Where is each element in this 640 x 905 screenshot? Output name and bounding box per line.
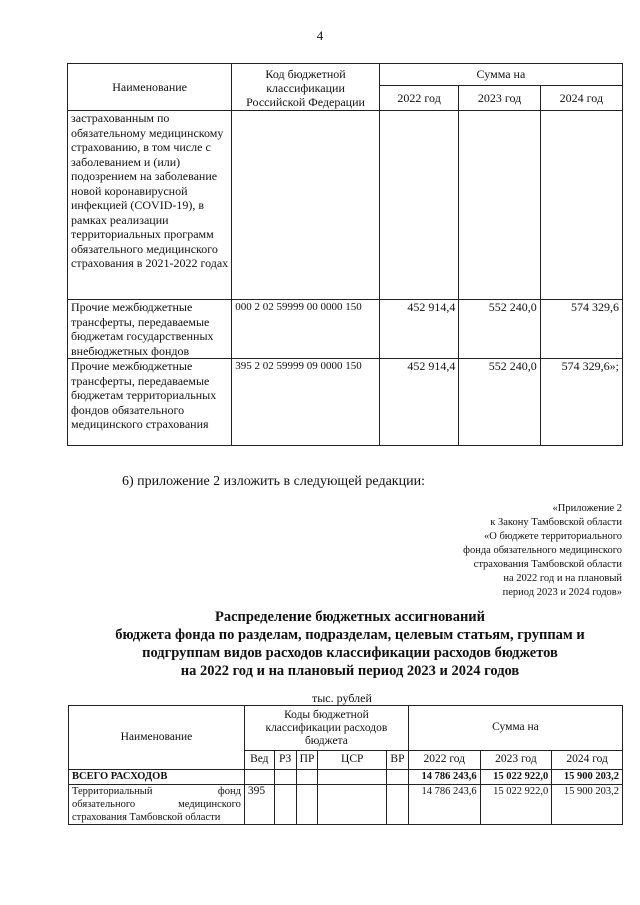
header-rz: РЗ (274, 751, 296, 770)
header-year-2022: 2022 год (379, 86, 459, 111)
row-code: 000 2 02 59999 00 0000 150 (232, 300, 380, 359)
row-name: Территориальный фонд обязательного медицинского страхования Тамбовской области (69, 784, 245, 824)
appendix-line: «О бюджете территориального (484, 531, 622, 542)
document-title (60, 608, 640, 680)
table-row (69, 770, 623, 785)
row-value-2024: 574 329,6»; (540, 359, 622, 446)
header-year-2024: 2024 год (540, 86, 622, 111)
row-code: 395 2 02 59999 09 0000 150 (232, 359, 380, 446)
page-number: 4 (316, 28, 324, 43)
row-value-2022: 14 786 243,6 (408, 784, 480, 824)
header-year-2022: 2022 год (408, 751, 480, 770)
appendix-line: страхования Тамбовской области (473, 559, 622, 570)
header-sum: Сумма на (408, 706, 622, 751)
row-value-2022: 452 914,4 (379, 300, 459, 359)
row-value-2022 (379, 111, 459, 300)
row-vr (387, 784, 409, 824)
row-name: Прочие межбюджетные трансферты, передаваемые бюджетам государственных внебюджетных фондов (68, 300, 232, 359)
appendix-line: период 2023 и 2024 годов» (502, 587, 622, 598)
table-row (68, 111, 623, 300)
appendix-line: «Приложение 2 (552, 503, 622, 514)
row-value-2024: 15 900 203,2 (552, 784, 623, 824)
row-code (232, 111, 380, 300)
header-csr: ЦСР (318, 751, 387, 770)
header-name: Наименование (68, 64, 232, 111)
row-value-2022: 452 914,4 (379, 359, 459, 446)
row-rz (274, 784, 296, 824)
unit-label: тыс. рублей (312, 691, 372, 705)
header-pr: ПР (296, 751, 318, 770)
row-value-2023 (459, 111, 540, 300)
appendix-line: фонда обязательного медицинского (463, 545, 622, 556)
row-pr (296, 784, 318, 824)
row-value-2023: 552 240,0 (459, 300, 540, 359)
appendix-line: на 2022 год и на плановый (503, 573, 622, 584)
header-vr: ВР (387, 751, 409, 770)
table-row (68, 300, 623, 359)
row-name: Прочие межбюджетные трансферты, передаваемые бюджетам территориальных фондов обязательного медицинского страхования (68, 359, 232, 446)
title-line: подгруппам видов расходов классификации расходов бюджетов (142, 645, 558, 661)
header-year-2023: 2023 год (480, 751, 552, 770)
header-code: Код бюджетной классификации Российской Федерации (232, 64, 380, 111)
row-value-2024 (540, 111, 622, 300)
row-value-2024: 574 329,6 (540, 300, 622, 359)
row-name: ВСЕГО РАСХОДОВ (69, 770, 245, 785)
title-line: бюджета фонда по разделам, подразделам, целевым статьям, группам и (115, 627, 585, 643)
row-value-2023: 552 240,0 (459, 359, 540, 446)
row-pr (296, 770, 318, 785)
appendix-header (392, 502, 622, 600)
title-line: на 2022 год и на плановый период 2023 и 2024 годов (180, 663, 520, 679)
header-year-2024: 2024 год (552, 751, 623, 770)
row-csr (318, 784, 387, 824)
row-value-2024: 15 900 203,2 (552, 770, 623, 785)
row-name: застрахованным по обязательному медицинскому страхованию, в том числе с заболеванием и (или) подозрением на заболевание новой коронавирусной инфекцией (COVID-19), в рамках реализации территориальных программ обязательного медицинского страхования в 2021-2022 годах (68, 111, 232, 300)
row-vr (387, 770, 409, 785)
row-value-2022: 14 786 243,6 (408, 770, 480, 785)
row-rz (274, 770, 296, 785)
amendment-intro: 6) приложение 2 изложить в следующей редакции: (122, 474, 425, 489)
header-year-2023: 2023 год (459, 86, 540, 111)
header-sum: Сумма на (379, 64, 622, 86)
revenue-table (67, 63, 623, 446)
row-ved (244, 770, 274, 785)
table-row (68, 359, 623, 446)
header-name: Наименование (69, 706, 245, 770)
appendix-line: к Закону Тамбовской области (490, 517, 622, 528)
header-ved: Вед (244, 751, 274, 770)
row-csr (318, 770, 387, 785)
header-codes: Коды бюджетной классификации расходов бюджета (244, 706, 408, 751)
title-line: Распределение бюджетных ассигнований (214, 609, 486, 625)
row-value-2023: 15 022 922,0 (480, 784, 552, 824)
row-value-2023: 15 022 922,0 (480, 770, 552, 785)
table-row (69, 784, 623, 824)
expenditure-table (68, 705, 623, 825)
row-ved: 395 (244, 784, 274, 824)
